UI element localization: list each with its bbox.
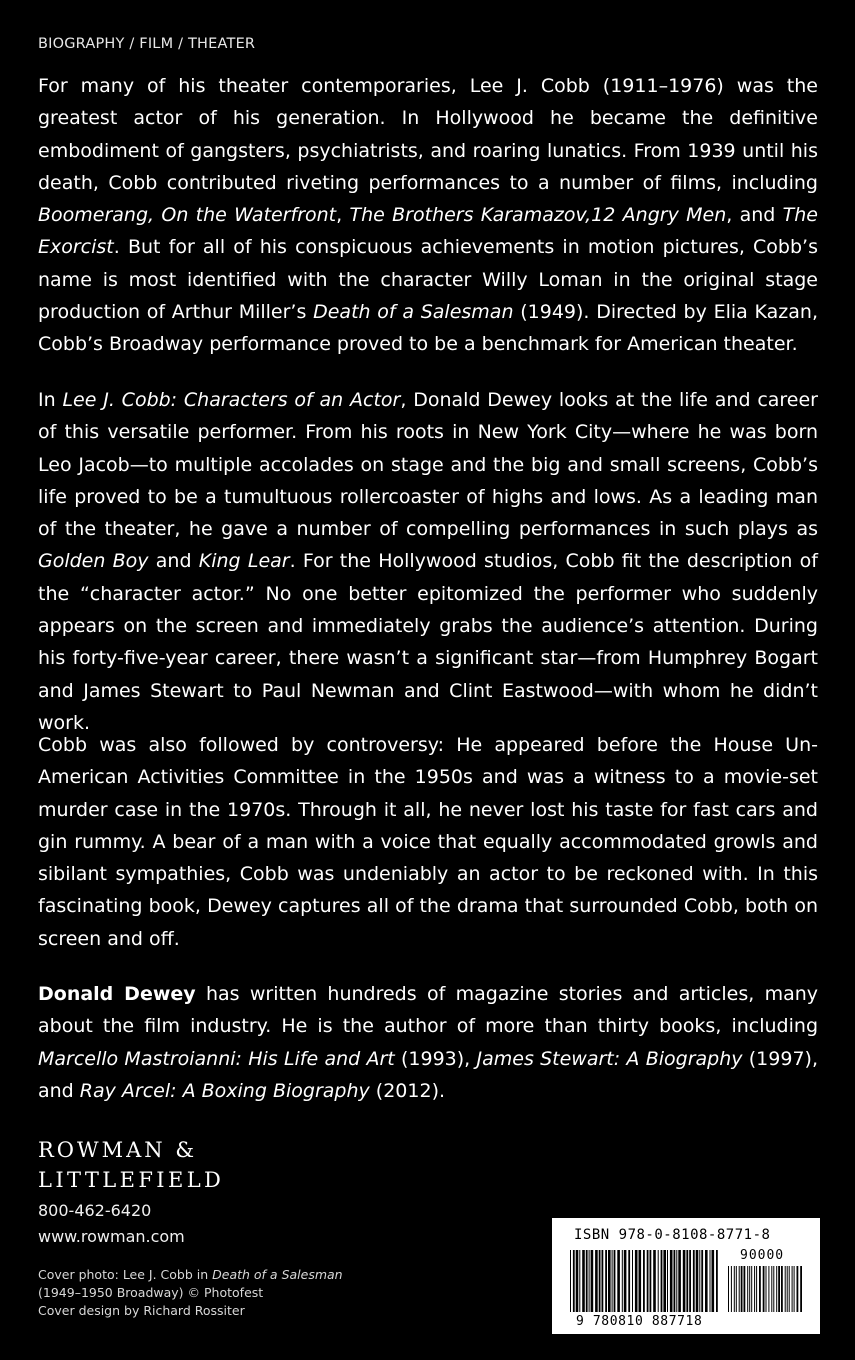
photo-credit: Cover photo: Lee J. Cobb in Death of a Salesman bbox=[38, 1267, 343, 1282]
barcode-bar bbox=[699, 1250, 700, 1312]
barcode-bar bbox=[678, 1250, 681, 1312]
barcode-bar bbox=[602, 1250, 604, 1312]
barcode-bar bbox=[716, 1250, 718, 1312]
barcode-bar bbox=[773, 1266, 774, 1312]
barcode-bar bbox=[736, 1266, 737, 1312]
barcode-bar bbox=[754, 1266, 755, 1312]
isbn-text: ISBN 978-0-8108-8771-8 bbox=[574, 1227, 771, 1243]
publisher-logo bbox=[38, 1135, 224, 1195]
barcode-bar bbox=[701, 1250, 703, 1312]
barcode-bar bbox=[576, 1250, 579, 1312]
author-name: Donald Dewey bbox=[38, 983, 196, 1005]
publisher-line-1: ROWMAN & bbox=[38, 1138, 198, 1162]
barcode-bar bbox=[608, 1250, 611, 1312]
barcode-bar bbox=[776, 1266, 777, 1312]
barcode-bar bbox=[789, 1266, 790, 1312]
barcode-bar bbox=[734, 1266, 735, 1312]
barcode-bar bbox=[635, 1250, 638, 1312]
barcode-bar bbox=[794, 1266, 795, 1312]
barcode-bar bbox=[661, 1250, 663, 1312]
barcode-bar bbox=[579, 1250, 580, 1312]
barcode-bar bbox=[639, 1250, 642, 1312]
barcode-bar bbox=[731, 1266, 732, 1312]
barcode-bar bbox=[693, 1250, 695, 1312]
barcode-bar bbox=[605, 1250, 607, 1312]
isbn-barcode bbox=[552, 1218, 820, 1334]
barcode-bar bbox=[778, 1266, 780, 1312]
design-credit: Cover design by Richard Rossiter bbox=[38, 1303, 245, 1318]
barcode-bar bbox=[689, 1250, 691, 1312]
barcode-bar bbox=[797, 1266, 799, 1312]
barcode-bar bbox=[650, 1250, 652, 1312]
barcode-bar bbox=[744, 1266, 746, 1312]
ean-digits: 9 780810 887718 bbox=[576, 1314, 703, 1329]
barcode-bar bbox=[741, 1266, 743, 1312]
author-bio: Donald Dewey has written hundreds of magazine stories and articles, many about the film industry. He is the author of more than thirty books, including Marcello Mastroianni: His Life and Art (1993), James Stewart: A Biography (1997), and Ray Arcel: A Boxing Biography (2012). bbox=[38, 983, 818, 1102]
barcode-bar bbox=[800, 1266, 802, 1312]
barcode-bar bbox=[622, 1250, 623, 1312]
addon-digits: 90000 bbox=[740, 1248, 785, 1263]
barcode-bar bbox=[628, 1250, 630, 1312]
barcode-bar bbox=[632, 1250, 633, 1312]
publisher-contact bbox=[38, 1198, 185, 1250]
barcode-bar bbox=[712, 1250, 715, 1312]
description-paragraph-1: For many of his theater contemporaries, Lee J. Cobb (1911–1976) was the greatest actor of his generation. In Hollywood he became the definitive embodiment of gangsters, psychiatrists, and roaring lunatics. From 1939 until his death, Cobb contributed riveting performances to a number of films, including Boomerang, On the Waterfront, The Brothers Karamazov,12 Angry Men, and The Exorcist. But for all of his conspicuous achievements in motion pictures, Cobb’s name is most identified with the character Willy Loman in the original stage production of Arthur Miller’s Death of a Salesman (1949). Directed by Elia Kazan, Cobb’s Broadway performance proved to be a benchmark for American theater. bbox=[38, 75, 819, 356]
publisher-phone: 800-462-6420 bbox=[38, 1201, 152, 1220]
barcode-bar bbox=[792, 1266, 793, 1312]
barcode-bar bbox=[570, 1250, 571, 1312]
publisher-line-2: LITTLEFIELD bbox=[38, 1168, 225, 1192]
barcode-bar bbox=[686, 1250, 688, 1312]
barcode-bar bbox=[663, 1250, 666, 1312]
barcode-bar bbox=[751, 1266, 752, 1312]
barcode-bar bbox=[747, 1266, 748, 1312]
barcode-bar bbox=[589, 1250, 590, 1312]
barcode-bar bbox=[614, 1250, 616, 1312]
ean-barcode-bars bbox=[570, 1250, 720, 1312]
barcode-bar bbox=[683, 1250, 686, 1312]
barcode-bar bbox=[787, 1266, 788, 1312]
barcode-bar bbox=[768, 1266, 769, 1312]
barcode-bar bbox=[705, 1250, 708, 1312]
barcode-bar bbox=[696, 1250, 699, 1312]
barcode-bar bbox=[617, 1250, 620, 1312]
barcode-bar bbox=[670, 1250, 673, 1312]
barcode-bar bbox=[591, 1250, 594, 1312]
barcode-bar bbox=[653, 1250, 656, 1312]
barcode-bar bbox=[739, 1266, 740, 1312]
publisher-website[interactable]: www.rowman.com bbox=[38, 1227, 185, 1246]
barcode-bar bbox=[749, 1266, 750, 1312]
description-paragraph-2: In Lee J. Cobb: Characters of an Actor, Donald Dewey looks at the life and career of this versatile performer. From his roots in New York City—where he was born Leo Jacob—to multiple accolades on stage and the big and small screens, Cobb’s life proved to be a tumultuous rollercoaster of highs and lows. As a leading man of the theater, he gave a number of compelling performances in such plays as Golden Boy and King Lear. For the Hollywood studios, Cobb fit the description of the “character actor.” No one better epitomized the performer who suddenly appears on the screen and immediately grabs the audience’s attention. During his forty-five-year career, there wasn’t a significant star—from Humphrey Bogart and James Stewart to Paul Newman and Clint Eastwood—with whom he didn’t work. bbox=[38, 389, 818, 734]
barcode-bar bbox=[582, 1250, 585, 1312]
category-label: BIOGRAPHY / FILM / THEATER bbox=[38, 36, 256, 52]
photo-credit-detail: (1949–1950 Broadway) © Photofest bbox=[38, 1285, 264, 1300]
barcode-bar bbox=[573, 1250, 575, 1312]
barcode-bar bbox=[667, 1250, 668, 1312]
addon-barcode-bars bbox=[728, 1266, 804, 1312]
barcode-bar bbox=[710, 1250, 711, 1312]
barcode-bar bbox=[624, 1250, 627, 1312]
description-paragraph-3: Cobb was also followed by controversy: He appeared before the House Un-American Activities Committee in the 1950s and was a witness to a movie-set murder case in the 1970s. Through it all, he never lost his taste for fast cars and gin rummy. A bear of a man with a voice that equally accommodated growls and sibilant sympathies, Cobb was undeniably an actor to be reckoned with. In this fascinating book, Dewey captures all of the drama that surrounded Cobb, both on screen and off. bbox=[38, 734, 818, 950]
barcode-bar bbox=[759, 1266, 761, 1312]
barcode-bar bbox=[771, 1266, 772, 1312]
barcode-bar bbox=[728, 1266, 729, 1312]
barcode-bar bbox=[676, 1250, 677, 1312]
barcode-bar bbox=[586, 1250, 588, 1312]
barcode-bar bbox=[658, 1250, 659, 1312]
barcode-bar bbox=[612, 1250, 613, 1312]
barcode-bar bbox=[756, 1266, 757, 1312]
barcode-bar bbox=[763, 1266, 765, 1312]
barcode-bar bbox=[785, 1266, 786, 1312]
barcode-bar bbox=[781, 1266, 783, 1312]
barcode-bar bbox=[647, 1250, 649, 1312]
barcode-bar bbox=[599, 1250, 601, 1312]
barcode-bar bbox=[766, 1266, 767, 1312]
barcode-bar bbox=[674, 1250, 676, 1312]
barcode-bar bbox=[643, 1250, 645, 1312]
barcode-bar bbox=[595, 1250, 598, 1312]
cover-credits bbox=[38, 1266, 343, 1320]
